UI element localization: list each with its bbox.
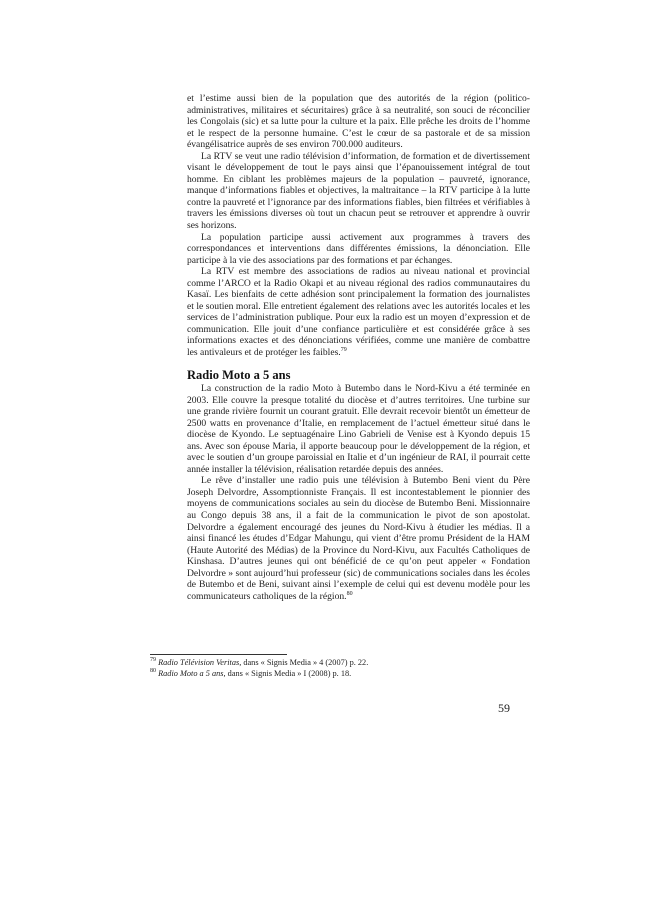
footnote-number: 79 (150, 657, 156, 664)
footnote-separator (150, 654, 287, 655)
paragraph: La construction de la radio Moto à Butembo dans le Nord-Kivu a été terminée en 2003. Elle couvre la presque totalité du diocèse et d’autres territoires. Une turbine sur une grande rivière fournit un courant gratuit. Elle devrait recevoir bientôt un émetteur de 2500 watts en provenance d’Italie, en remplacement de l’actuel émetteur situé dans le diocèse de Kyondo. Le septuagénaire Lino Gabrieli de Venise est à Kyondo depuis 15 ans. Avec son épouse Maria, il apporte beaucoup pour le développement de la région, et avec le soutien d’un groupe paroissial en Italie et d’un ingénieur de RAI, il pourrait cette année installer la télévision, réalisation retardée depuis des années. (187, 383, 530, 475)
paragraph-text: Le rêve d’installer une radio puis une télévision à Butembo Beni vient du Père Joseph Delvordre, Assomptionniste Français. Il est incontestablement le pionnier des moyens de communications sociales au sein du diocèse de Butembo Beni. Missionnaire au Congo depuis 38 ans, il a fait de la communication le pivot de son apostolat. Delvordre a également encouragé des jeunes du Nord-Kivu à étudier les médias. Il a ainsi financé les études d’Edgar Mahungu, qui vient d’être promu Président de la HAM (Haute Autorité des Médias) de la Province du Nord-Kivu, aux Facultés Catholiques de Kinshasa. D’autres jeunes qui ont bénéficié de ce qu’on peut appeler « Fondation Delvordre » sont aujourd’hui professeur (sic) de communications sociales dans les écoles de Butembo et de Beni, suivant ainsi l’exemple de celui qui est devenu modèle pour les communicateurs catholiques de la région. (187, 475, 530, 602)
paragraph: La RTV se veut une radio télévision d’information, de formation et de divertissement visant le développement de tout le pays ainsi que l’épanouissement intégral de tout homme. En ciblant les problèmes majeurs de la population – pauvreté, ignorance, manque d’informations fiables et objectives, la maltraitance – la RTV participe à la lutte contre la pauvreté et l’ignorance par des informations fiables, bien filtrées et vérifiables à travers les émissions diverses où tout un chacun peut se retrouver et apprendre à ouvrir ses horizons. (187, 150, 530, 232)
footnote-title: Radio Moto a 5 ans (158, 668, 224, 678)
paragraph-with-footnote (187, 475, 530, 602)
body-text-section-1 (187, 93, 530, 359)
footnote (150, 658, 530, 669)
body-text-section-2 (187, 383, 530, 602)
footnote-title: Radio Télévision Veritas, (158, 658, 242, 667)
section-heading: Radio Moto a 5 ans (187, 368, 291, 382)
footnote-reference[interactable]: 79 (340, 346, 347, 353)
page-number: 59 (498, 701, 510, 715)
footnote (150, 669, 530, 680)
footnote-number: 80 (150, 667, 156, 674)
paragraph: La population participe aussi activement aux programmes à travers des correspondances et interventions dans différentes émissions, la dénonciation. Elle participe à la vie des associations par des formations et par échanges. (187, 231, 530, 266)
paragraph-text: La RTV est membre des associations de radios au niveau national et provincial comme l’ARCO et la Radio Okapi et au niveau régional des radios communautaires du Kasaï. Les bienfaits de cette adhésion sont principalement la formation des journalistes et le soutien moral. Elle entretient également des relations avec les autorités locales et les services de l’administration publique. Pour eux la radio est un moyen d’expression et de communication. Elle jouit d’une confiance particulière et est considérée grâce à ses informations exactes et des dénonciations vérifiées, comme une manière de combattre les antivaleurs et de protéger les faibles. (187, 266, 530, 359)
footnote-reference[interactable]: 80 (346, 590, 353, 597)
paragraph: et l’estime aussi bien de la population que des autorités de la région (politico-administratives, militaires et sécuritaires) grâce à sa neutralité, son souci de réconcilier les Congolais (sic) et sa lutte pour la culture et la paix. Elle prêche les droits de l’homme et le respect de la personne humaine. C’est le cœur de sa pastorale et de sa mission évangélisatrice auprès de ses environ 700.000 auditeurs. (187, 93, 530, 151)
paragraph-with-footnote (187, 266, 530, 358)
footnotes (150, 658, 530, 679)
footnote-text: dans « Signis Media » 4 (2007) p. 22. (241, 658, 369, 667)
footnote-text: , dans « Signis Media » I (2008) p. 18. (223, 668, 352, 678)
